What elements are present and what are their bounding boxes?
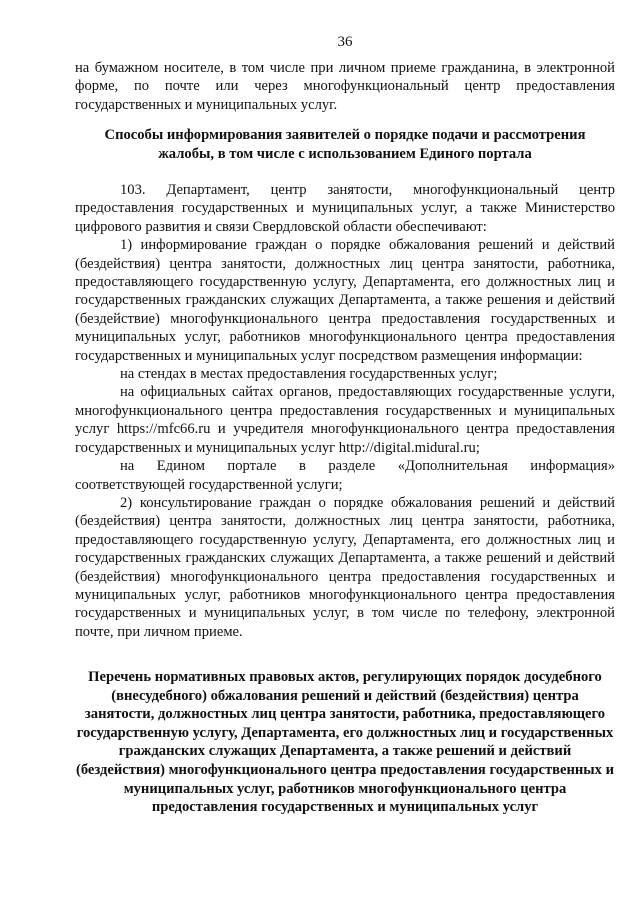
paragraph-item-1: 1) информирование граждан о порядке обжалования решений и действий (бездействия) центра занятости, должностных лиц центра занятости, работника, предоставляющего государственную услугу, Департамента, его должностных лиц и государственных гражданских служащих Департамента, а также решения и действий (бездействие) многофункционального центра предоставления государственных и муниципальных услуг, работников многофункционального центра предоставления государственных и муниципальных услуг посредством размещения информации: <box>75 237 615 364</box>
paragraph-103: 103. Департамент, центр занятости, многофункциональный центр предоставления государственных и муниципальных услуг, а также Министерство цифрового развития и связи Свердловской области обеспечивают: <box>75 182 615 235</box>
paragraph-official-sites: на официальных сайтах органов, предоставляющих государственные услуги, многофункционального центра предоставления государственных и муниципальных услуг https://mfc66.ru и учредителя многофункционального центра предоставления государственных и муниципальных услуг http://digital.midural.ru; <box>75 384 615 456</box>
section-heading-legal-acts: Перечень нормативных правовых актов, регулирующих порядок досудебного (внесудебного) обжалования решений и действий (бездействия) центра занятости, должностных лиц центра занятости, работника, предоставляющего государственную услугу, Департамента, его должностных лиц и государственных гражданских служащих Департамента, а также решений и действий (бездействия) многофункционального центра предоставления государственных и муниципальных услуг, работников многофункционального центра предоставления государственных и муниципальных услуг <box>75 669 615 816</box>
main-text-block <box>75 181 615 641</box>
intro-paragraph: на бумажном носителе, в том числе при личном приеме гражданина, в электронной форме, по почте или через многофункциональный центр предоставления государственных и муниципальных услуг. <box>75 60 615 113</box>
section-heading-complaint-info: Способы информирования заявителей о порядке подачи и рассмотрения жалобы, в том числе с использованием Единого портала <box>104 127 586 162</box>
paragraph-unified-portal: на Едином портале в разделе «Дополнительная информация» соответствующей государственной услуги; <box>75 458 615 493</box>
paragraph-item-2: 2) консультирование граждан о порядке обжалования решений и действий (бездействия) центра занятости, должностных лиц центра занятости, работника, предоставляющего государственную услугу, Департамента, его должностных лиц и государственных гражданских служащих Департамента, а также решений и действий (бездействия) многофункционального центра предоставления государственных и муниципальных услуг, работников многофункционального центра предоставления государственных и муниципальных услуг, в том числе по телефону, электронной почте, при личном приеме. <box>75 494 615 640</box>
paragraph-stands: на стендах в местах предоставления государственных услуг; <box>120 366 498 383</box>
page-number: 36 <box>337 34 353 50</box>
